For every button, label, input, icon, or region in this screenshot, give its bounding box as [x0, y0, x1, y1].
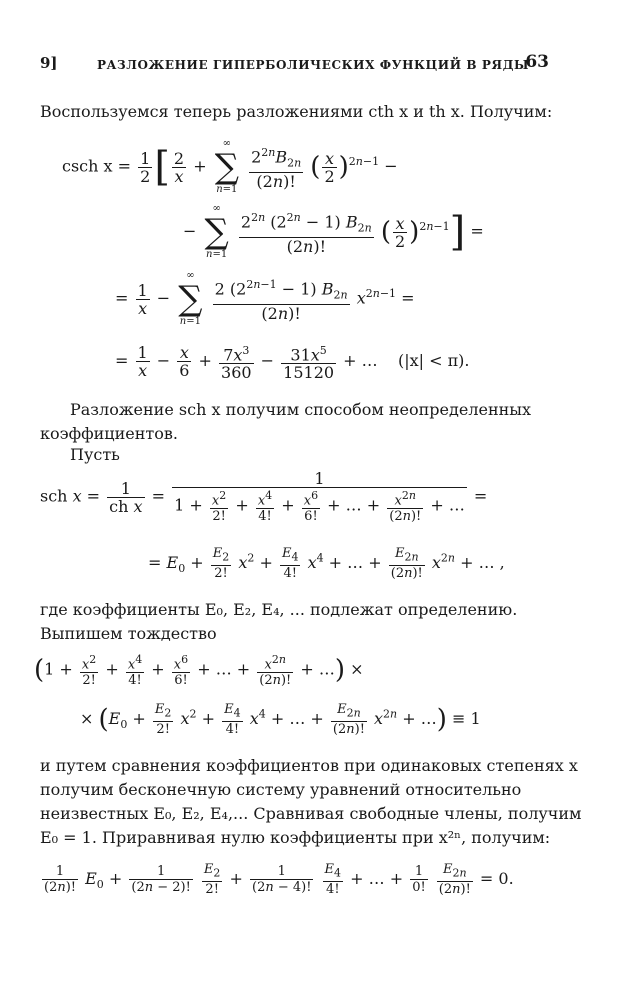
formula-sch-line-1: sch x = $\frac{1}{\text{ch x}}$ = 1 1 + $\frac{x^2}{2!}$ + $\frac{x^4}{4!}$ + $\frac{x^6}{6!}$ + … + $\frac{x^{2n}}{(2n)!}$ + … = — [40, 469, 488, 525]
section-number: 9] — [40, 54, 58, 72]
formula-recurrence: $\frac{1}{(2n)!}$ $E_0$ + $\frac{1}{(2n - 2)!}$ $\frac{E_2}{2!}$ + $\frac{1}{(2n - 4)!}$ $\frac{E_4}{4!}$ + … + $\frac{1}{0!}$ $\frac{E_{2n}}{(2n)!}$ = 0. — [44, 862, 514, 897]
formula-identity-line-1: (1 + $\frac{x^2}{2!}$ + $\frac{x^4}{4!}$ + $\frac{x^6}{6!}$ + … + $\frac{x^{2n}}{(2n)!}$ + …) × — [34, 653, 364, 689]
formula-csch-lhs: csch x — [62, 156, 113, 176]
formula-csch-line-1: csch x = $\frac{1}{2}$ [ $\frac{2}{x}$ + ∞ ∑ n=1 $\frac{2^{2n}B_{2n}}{(2n)!}$ ( $\frac{x}{2}$ )$^{2n-1}$ − — [62, 138, 398, 195]
convergence-condition: (|x| < π). — [397, 351, 470, 371]
page-number: 63 — [525, 52, 549, 72]
formula-identity-line-2: × ($E_0$ + $\frac{E_2}{2!}$ $x^2$ + $\frac{E_4}{4!}$ $x^4$ + … + $\frac{E_{2n}}{(2n)!}$ $x^{2n}$ + …) ≡ 1 — [80, 702, 481, 737]
let-word: Пусть — [70, 445, 120, 464]
formula-sch-line-2: = $E_0$ + $\frac{E_2}{2!}$ $x^2$ + $\frac{E_4}{4!}$ $x^4$ + … + $\frac{E_{2n}}{(2n)!}$ $x^{2n}$ + … , — [148, 546, 505, 581]
formula-csch-line-2: − ∞ ∑ n=1 $\frac{2^{2n} (2^{2n} - 1) B_{2n}}{(2n)!}$ ( $\frac{x}{2}$ )$^{2n-1}$] = — [183, 203, 484, 260]
running-title: РАЗЛОЖЕНИЕ ГИПЕРБОЛИЧЕСКИХ ФУНКЦИЙ В РЯДЫ — [97, 58, 530, 72]
where-paragraph: где коэффициенты E₀, E₂, E₄, ... подлежат определению. Выпишем тождество — [40, 600, 518, 643]
formula-csch-line-3: = $\frac{1}{x}$ − ∞ ∑ n=1 $\frac{2 (2^{2n-1} - 1) B_{2n}}{(2n)!}$ $x^{2n-1}$ = — [115, 270, 415, 327]
formula-csch-line-4: = $\frac{1}{x}$ − $\frac{x}{6}$ + $\frac{7x^3}{360}$ − $\frac{31x^5}{15120}$ + … (|x| < π). — [115, 343, 470, 383]
sch-paragraph: Разложение sch x получим способом неопределенных коэффициентов. — [40, 400, 532, 443]
compare-paragraph: и путем сравнения коэффициентов при одинаковых степенях x получим бесконечную систему уравнений относительно неизвестных E₀, E₂, E₄,... Сравнивая свободные члены, получим E₀ = 1. Приравнивая нулю коэффициенты при x²ⁿ, получим: — [40, 756, 582, 847]
intro-paragraph: Воспользуемся теперь разложениями cth x и th x. Получим: — [40, 102, 553, 121]
